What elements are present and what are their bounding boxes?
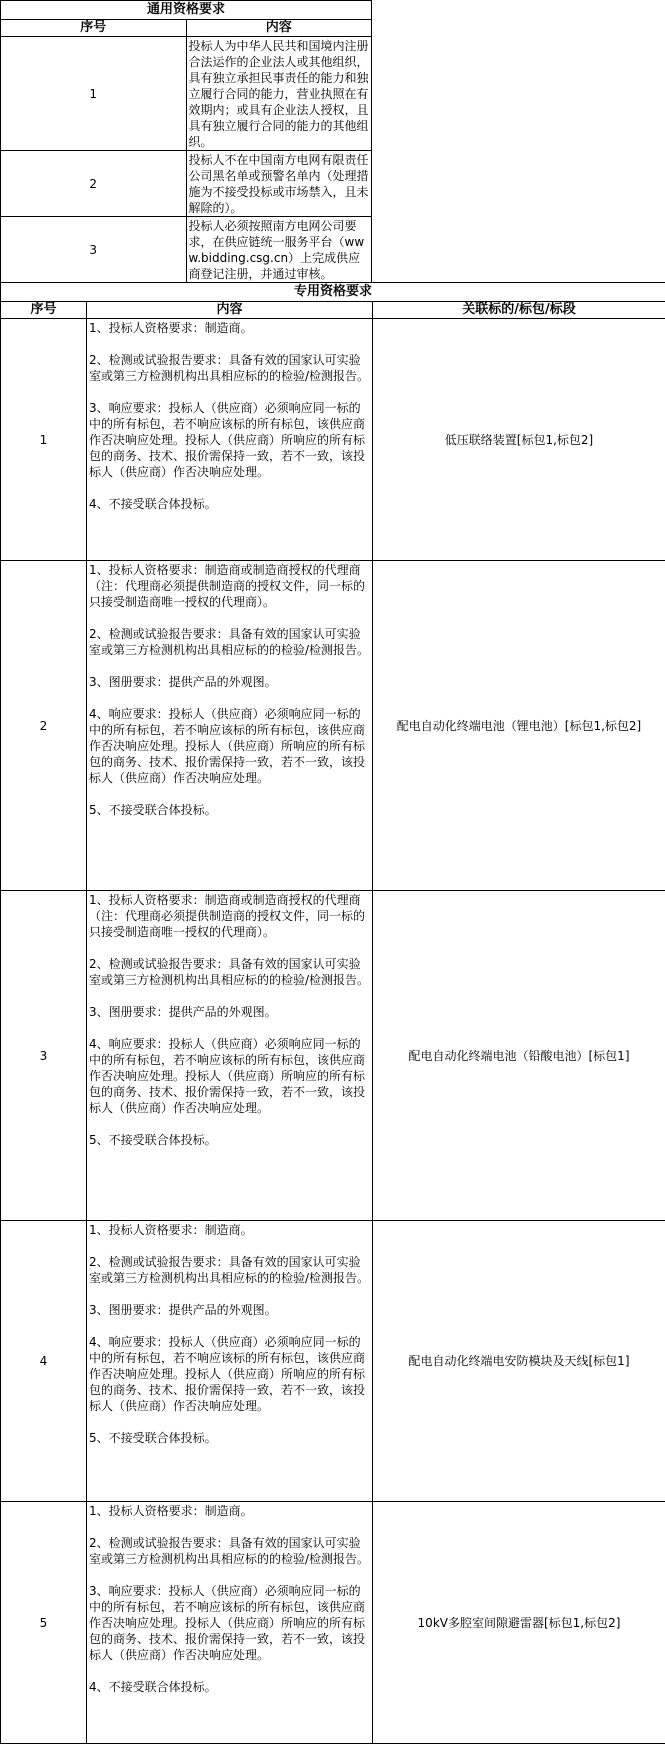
special-lot: 配电自动化终端电池（铅酸电池）[标包1] [373, 891, 665, 1221]
table-row [1, 37, 372, 151]
special-content: 1、投标人资格要求：制造商。 2、检测或试验报告要求：具备有效的国家认可实验室或第三方检测机构出具相应标的的检验/检测报告。 3、图册要求：提供产品的外观图。 4、响应要求：投标人（供应商）必须响应同一标的中的所有标包，若不响应该标的所有标包，该供应商作否决响应处理。投标人（供应商）所响应的所有标包的商务、技术、报价需保持一致，若不一致，该投标人（供应商）作否决响应处理。 5、不接受联合体投标。 [87, 1221, 373, 1502]
special-requirements-table [0, 282, 665, 1744]
special-col-seq: 序号 [1, 302, 87, 319]
special-seq: 3 [1, 891, 87, 1221]
special-seq: 2 [1, 561, 87, 891]
special-seq: 4 [1, 1221, 87, 1502]
general-content: 投标人必须按照南方电网公司要求，在供应链统一服务平台（www.bidding.csg.cn）上完成供应商登记注册，并通过审核。 [186, 217, 372, 283]
special-content: 1、投标人资格要求：制造商。 2、检测或试验报告要求：具备有效的国家认可实验室或第三方检测机构出具相应标的的检验/检测报告。 3、响应要求：投标人（供应商）必须响应同一标的中的所有标包，若不响应该标的所有标包，该供应商作否决响应处理。投标人（供应商）所响应的所有标包的商务、技术、报价需保持一致，若不一致，该投标人（供应商）作否决响应处理。 4、不接受联合体投标。 [87, 1502, 373, 1744]
general-seq: 2 [1, 151, 187, 217]
special-seq: 5 [1, 1502, 87, 1744]
special-title: 专用资格要求 [1, 283, 665, 302]
special-seq: 1 [1, 319, 87, 561]
table-row [1, 217, 372, 283]
general-content: 投标人为中华人民共和国境内注册合法运作的企业法人或其他组织，具有独立承担民事责任的能力和独立履行合同的能力，营业执照在有效期内；或具有企业法人授权，且具有独立履行合同的能力的其他组织。 [186, 37, 372, 151]
special-content: 1、投标人资格要求：制造商。 2、检测或试验报告要求：具备有效的国家认可实验室或第三方检测机构出具相应标的的检验/检测报告。 3、响应要求：投标人（供应商）必须响应同一标的中的所有标包，若不响应该标的所有标包，该供应商作否决响应处理。投标人（供应商）所响应的所有标包的商务、技术、报价需保持一致，若不一致，该投标人（供应商）作否决响应处理。 4、不接受联合体投标。 [87, 319, 373, 561]
table-row [1, 1502, 665, 1744]
general-seq: 3 [1, 217, 187, 283]
general-col-content: 内容 [186, 20, 372, 37]
table-row [1, 319, 665, 561]
special-lot: 配电自动化终端电安防模块及天线[标包1] [373, 1221, 665, 1502]
special-lot: 10kV多腔室间隙避雷器[标包1,标包2] [373, 1502, 665, 1744]
table-row [1, 1221, 665, 1502]
general-col-seq: 序号 [1, 20, 187, 37]
table-row [1, 891, 665, 1221]
general-content: 投标人不在中国南方电网有限责任公司黑名单或预警名单内（处理措施为不接受投标或市场禁入，且未解除的）。 [186, 151, 372, 217]
table-row [1, 151, 372, 217]
table-row [1, 561, 665, 891]
special-col-content: 内容 [87, 302, 373, 319]
special-content: 1、投标人资格要求：制造商或制造商授权的代理商（注：代理商必须提供制造商的授权文件，同一标的只接受制造商唯一授权的代理商）。 2、检测或试验报告要求：具备有效的国家认可实验室或第三方检测机构出具相应标的的检验/检测报告。 3、图册要求：提供产品的外观图。 4、响应要求：投标人（供应商）必须响应同一标的中的所有标包，若不响应该标的所有标包，该供应商作否决响应处理。投标人（供应商）所响应的所有标包的商务、技术、报价需保持一致，若不一致，该投标人（供应商）作否决响应处理。 5、不接受联合体投标。 [87, 891, 373, 1221]
general-title: 通用资格要求 [1, 1, 372, 20]
special-lot: 低压联络装置[标包1,标包2] [373, 319, 665, 561]
general-requirements-table [0, 0, 372, 283]
special-content: 1、投标人资格要求：制造商或制造商授权的代理商（注：代理商必须提供制造商的授权文件，同一标的只接受制造商唯一授权的代理商）。 2、检测或试验报告要求：具备有效的国家认可实验室或第三方检测机构出具相应标的的检验/检测报告。 3、图册要求：提供产品的外观图。 4、响应要求：投标人（供应商）必须响应同一标的中的所有标包，若不响应该标的所有标包，该供应商作否决响应处理。投标人（供应商）所响应的所有标包的商务、技术、报价需保持一致，若不一致，该投标人（供应商）作否决响应处理。 5、不接受联合体投标。 [87, 561, 373, 891]
special-lot: 配电自动化终端电池（锂电池）[标包1,标包2] [373, 561, 665, 891]
general-seq: 1 [1, 37, 187, 151]
special-col-lot: 关联标的/标包/标段 [373, 302, 665, 319]
